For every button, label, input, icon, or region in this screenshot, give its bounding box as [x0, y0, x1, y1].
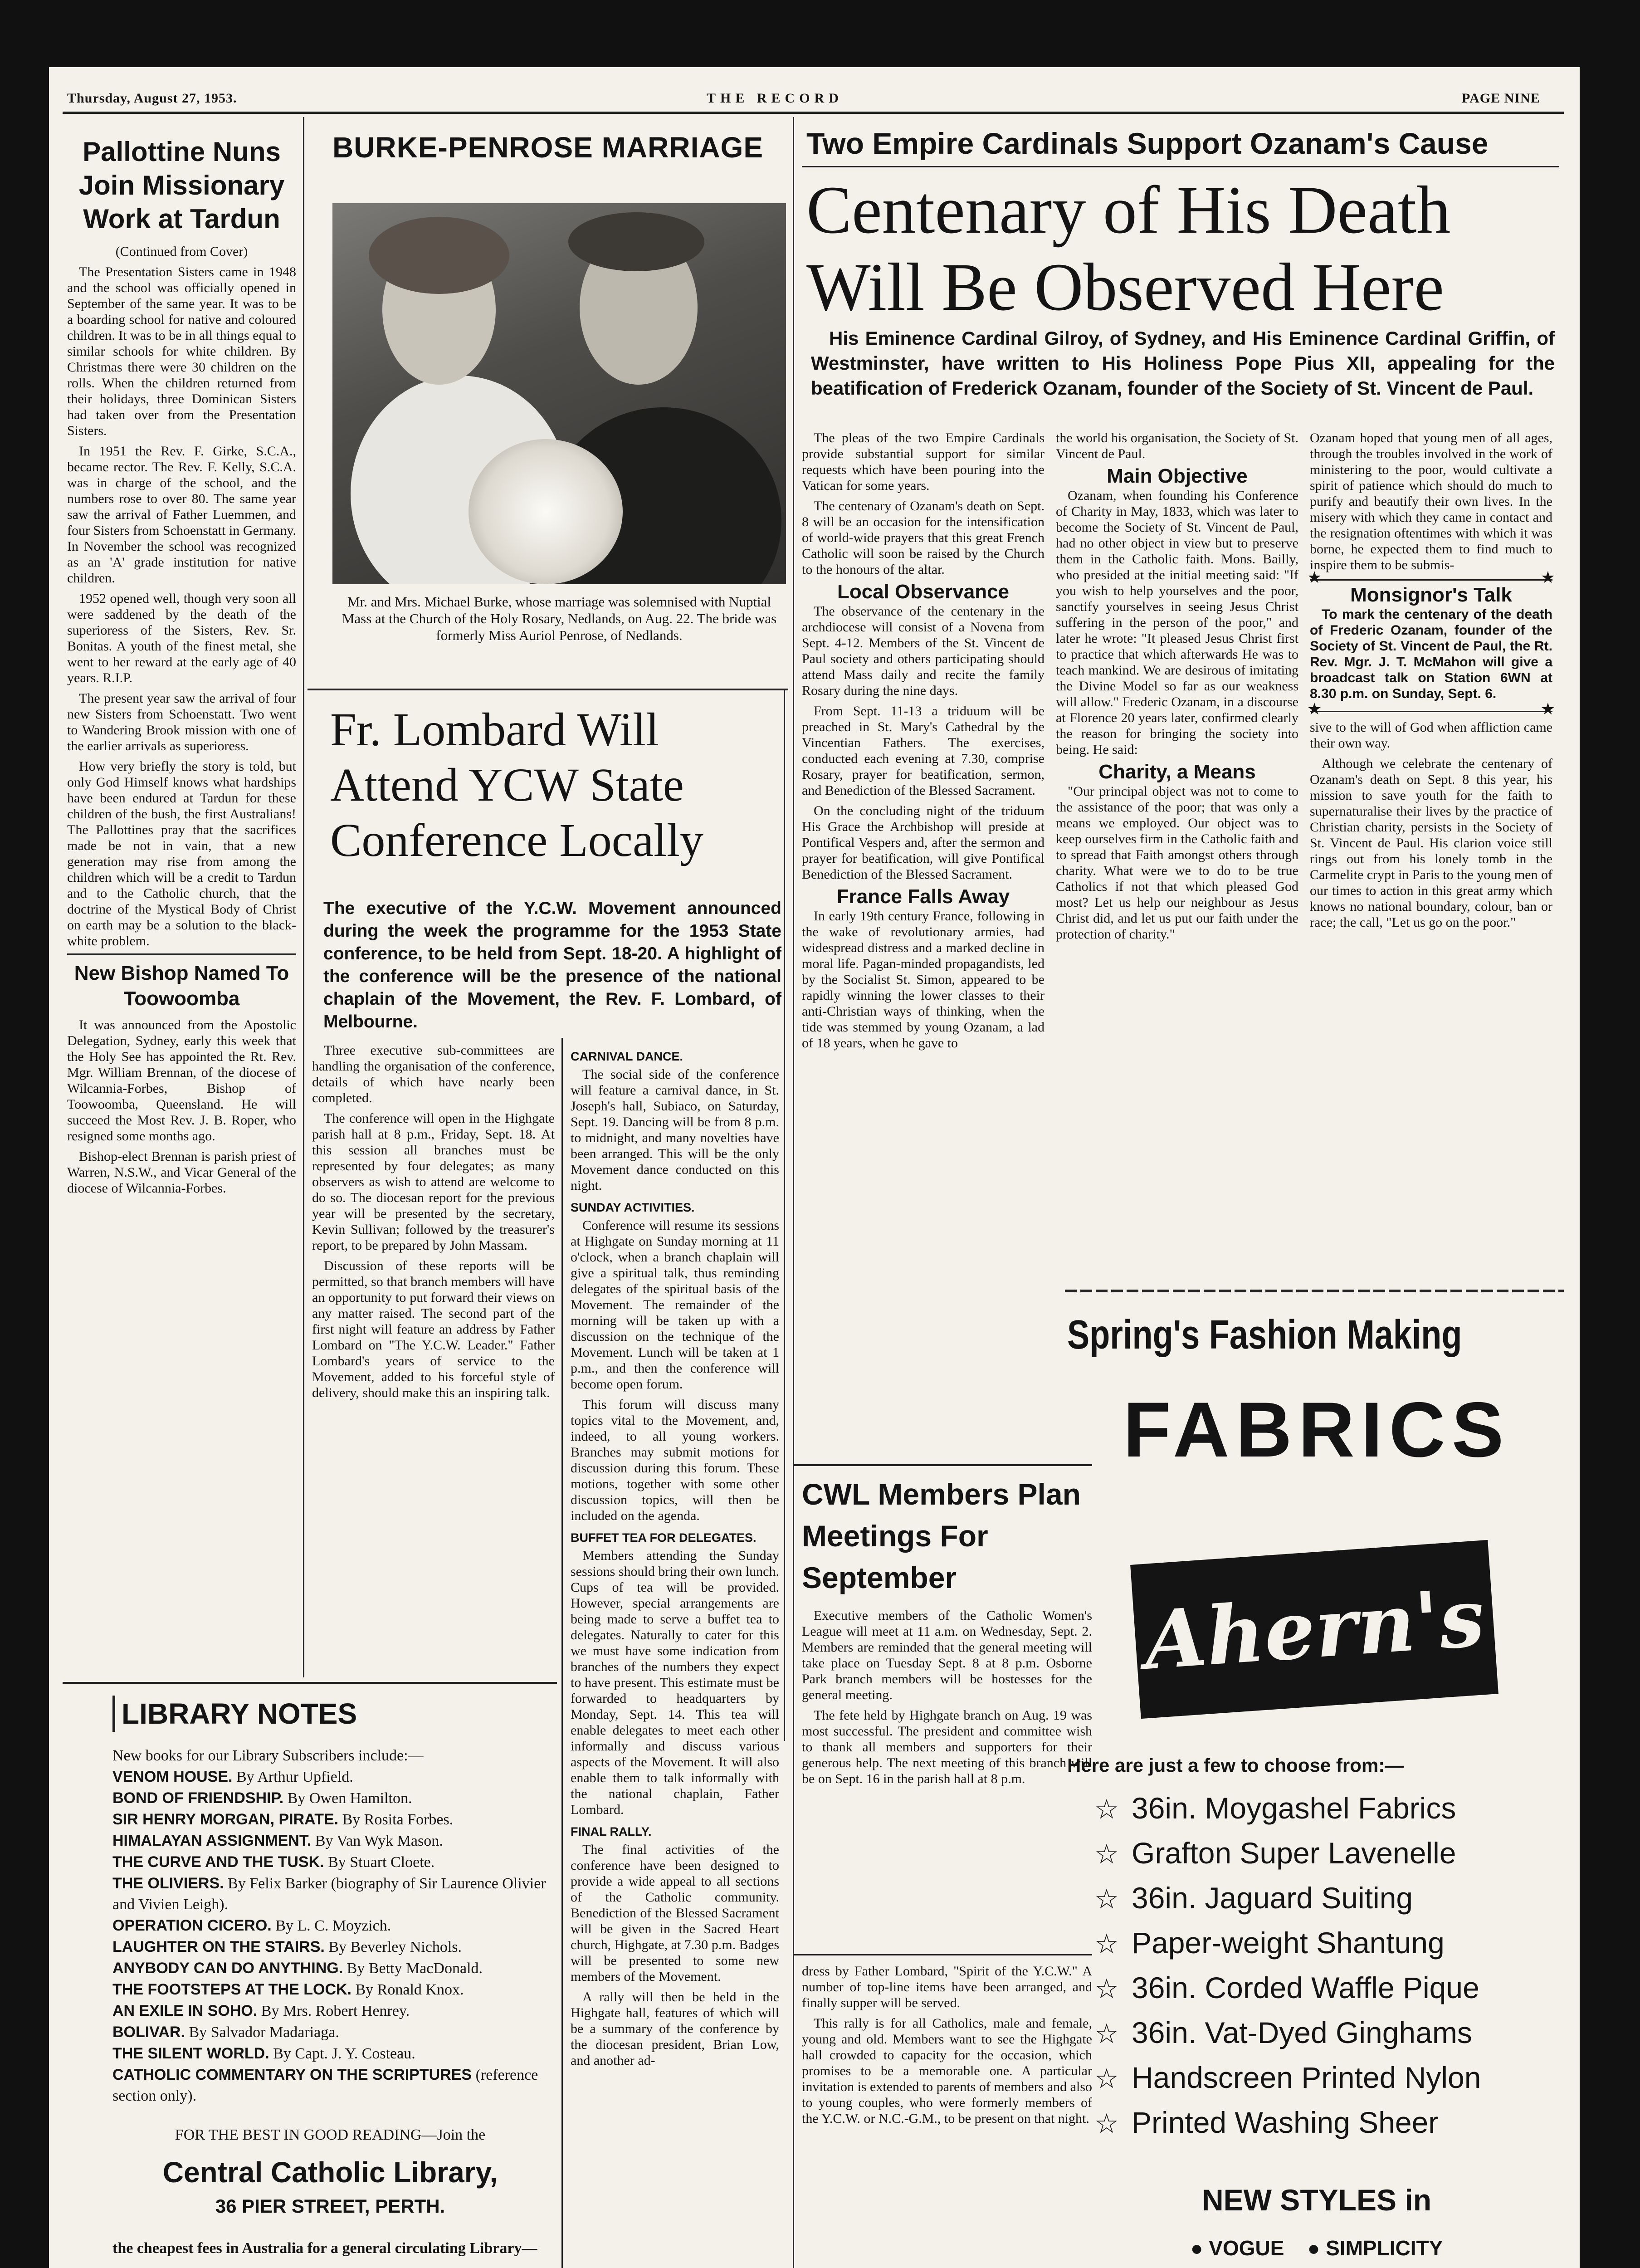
paragraph: the world his organisation, the Society of St. Vincent de Paul. — [1056, 430, 1298, 461]
paragraph: From Sept. 11-13 a triduum will be preached in St. Mary's Cathedral by the Vincentian Fathers. The exercises, conducted each evening at 7.30, comprise Rosary, prayer for beatification, sermon, and Benediction of the Blessed Sacrament. — [802, 704, 1045, 798]
star-outline-icon: ☆ — [1094, 2108, 1119, 2139]
paragraph: dress by Father Lombard, "Spirit of the Y.C.W." A number of top-line items have been arranged, and finally supper will be served. — [802, 1964, 1092, 2010]
paragraph: The present year saw the arrival of four new Sisters from Schoenstatt. Two went to Wandering Brook mission with one of the earlier arrivals as superioress. — [67, 691, 296, 753]
book-item: ANYBODY CAN DO ANYTHING. By Betty MacDonald. — [112, 1960, 483, 1977]
fabric-item: ☆ Paper-weight Shantung — [1094, 1921, 1566, 1966]
aherns-fabrics: FABRICS — [1123, 1386, 1510, 1473]
paragraph: How very briefly the story is told, but only God Himself knows what hardships have been endured at Tardun for these children of the bush, the first Australians! The Pallottines pray that the sacrifices made be not in vain, that a new generation may rise from among the children which will be a credit to Tardun and to the Catholic church, that the doctrine of the Mystical Body of Christ on earth may be a solution to the black-white problem. — [67, 759, 296, 948]
fabric-item: ☆ 36in. Vat-Dyed Ginghams — [1094, 2011, 1566, 2056]
book-item: SIR HENRY MORGAN, PIRATE. By Rosita Forbes. — [112, 1811, 454, 1828]
column-rule — [561, 1038, 563, 2268]
sunday-subhead: SUNDAY ACTIVITIES. — [571, 1201, 695, 1214]
book-item: BOND OF FRIENDSHIP. By Owen Hamilton. — [112, 1789, 412, 1807]
book-item: CATHOLIC COMMENTARY ON THE SCRIPTURES (reference section only). — [112, 2066, 538, 2104]
library-fees: the cheapest fees in Australia for a general circulating Library— — [112, 2240, 537, 2257]
paragraph: The fete held by Highgate branch on Aug. 19 was most successful. The president and committee wish to thank all members and supporters for their generous help. The next meeting of this branch will be on Sept. 16 in the parish hall at 8 p.m. — [802, 1708, 1092, 1786]
aherns-ad — [1067, 1301, 1566, 2268]
star-outline-icon: ☆ — [1094, 2063, 1119, 2094]
talk-subhead: Monsignor's Talk — [1350, 584, 1512, 606]
paragraph: Although we celebrate the centenary of Ozanam's death on Sept. 8 this year, his mission to save youth for the faith to supernaturalise their lives by the practice of Christian charity, persists in the Society of St. Vincent de Paul. His clarion voice still rings out from his lonely tomb in the Carmelite crypt in Paris to the young men of our times to action in this great army which knows no national boundary, colour, ban or race; the call, "Let us go on the poor." — [1310, 756, 1552, 930]
library-name: Central Catholic Library, — [162, 2156, 498, 2189]
pallottine-headline: Pallottine Nuns Join Missionary Work at Tardun — [78, 137, 285, 234]
paragraph: 1952 opened well, though very soon all were saddened by the death of the superioress of the Sisters, Rev. Sr. Bonitas. A youth of the finest metal, she went to her reward at the early age of 40 years. R.I.P. — [67, 591, 296, 685]
carnival-subhead: CARNIVAL DANCE. — [571, 1050, 683, 1063]
final-subhead: FINAL RALLY. — [571, 1825, 652, 1838]
library-notes — [112, 1696, 548, 2268]
paragraph: The final activities of the conference have been designed to provide a wide appeal to all sections of the Catholic community. Benediction of the Blessed Sacrament will be given in the Sacred Heart church, Highgate, at 7.30 p.m. Badges will be presented to some new members of the Movement. — [571, 1842, 779, 1984]
paragraph: Ozanam, when founding his Conference of Charity in May, 1833, which was later to become the Society of St. Vincent de Paul, had no other object in view but to preserve them in the Catholic faith. Mons. Bailly, who presided at the initial meeting said: "If you wish to help yourselves and the poor, sanctify yourselves in seeing Jesus Christ suffering in the person of the poor," and later he wrote: "It pleased Jesus Christ first to practice that which afterwards He was to teach mankind. We are desirous of imitating the Divine Model so far as our weakness will allow." Frederic Ozanam, in a discourse at Florence 20 years later, confirmed clearly the reason for bringing the society into being. He said: — [1056, 488, 1298, 757]
paragraph: Discussion of these reports will be permitted, so that branch members will have an opportunity to put forward their views on any matter raised. The second part of the first night will feature an address by Father Lombard on "The Y.C.W. Leader." Father Lombard's years of service to the Movement, added to his forceful style of delivery, should make this an inspiring talk. — [312, 1258, 555, 1400]
aherns-new-styles: NEW STYLES in — [1201, 2183, 1432, 2217]
lombard-col2 — [571, 1042, 779, 2073]
paragraph: It was announced from the Apostolic Delegation, Sydney, early this week that the Holy See has appointed the Rt. Rev. Mgr. William Brennan, of the diocese of Wilcannia-Forbes, Bishop of Toowoomba, Queensland. He will succeed the Most Rev. J. B. Roper, who resigned some months ago. — [67, 1017, 296, 1144]
book-item: HIMALAYAN ASSIGNMENT. By Van Wyk Mason. — [112, 1832, 443, 1849]
marriage-headline: BURKE-PENROSE MARRIAGE — [332, 131, 764, 164]
fabric-item: ☆ Grafton Super Lavenelle — [1094, 1831, 1566, 1876]
paragraph: To mark the centenary of the death of Frederic Ozanam, founder of the Society of St. Vincent de Paul, the Rt. Rev. Mgr. J. T. McMahon will give a broadcast talk on Station 6WN at 8.30 p.m. on Sunday, Sept. 6. — [1310, 607, 1552, 701]
paragraph: This rally is for all Catholics, male and female, young and old. Members want to see the Highgate hall crowded to capacity for the occasion, which promises to be a memorable one. A particular invitation is extended to parents of members and also to young couples, who were formerly members of the Y.C.W. or N.C.-G.M., to be present on that night. — [802, 2016, 1092, 2126]
lombard-col1 — [312, 1042, 555, 1405]
france-subhead: France Falls Away — [836, 885, 1010, 908]
divider — [63, 1682, 557, 1684]
pallottine-body — [67, 264, 296, 949]
library-address: 36 PIER STREET, PERTH. — [215, 2195, 445, 2217]
masthead-paper-name: THE RECORD — [707, 91, 843, 106]
book-item: VENOM HOUSE. By Arthur Upfield. — [112, 1768, 353, 1785]
cwl-headline: CWL Members Plan Meetings For September — [802, 1477, 1081, 1594]
pallottine-article — [67, 135, 296, 1201]
bouquet — [469, 439, 623, 584]
paragraph: Members attending the Sunday sessions should bring their own lunch. Cups of tea will be provided. However, special arrangements are being made to serve a buffet tea to delegates. Naturally to cater for this we must have some indication from branches of the numbers they expect to have present. This estimate must be forwarded to headquarters by Monday, Sept. 14. This tea will enable delegates to meet each other informally and discuss various aspects of the Movement. It will also enable them to talk informally with the national chaplain, Father Lombard. — [571, 1548, 779, 1817]
bride-hair — [369, 217, 509, 294]
ozanam-col2 — [1056, 430, 1298, 947]
paragraph: "Our principal object was not to come to the assistance of the poor; that was only a means we employed. Our object was to keep ourselves firm in the Catholic faith and to spread that Faith amongst others through charity. What were we to do to be true Catholics if not that which pleased God most? Let us help our neighbour as Jesus Christ did, and let us put our faith under the protection of charity." — [1056, 784, 1298, 942]
lombard-headline: Fr. Lombard Will Attend YCW State Conference Locally — [330, 704, 703, 866]
lombard-continued — [802, 1963, 1092, 2131]
bishop-body — [67, 1017, 296, 1196]
newspaper-page — [49, 67, 1580, 2268]
library-intro: New books for our Library Subscribers include:— — [112, 1747, 424, 1764]
star-icon: ★ — [1540, 700, 1555, 718]
groom-hair — [568, 212, 704, 271]
ozanam-col3 — [1307, 430, 1555, 935]
paragraph: On the concluding night of the triduum His Grace the Archbishop will preside at Pontifical Vespers and, after the sermon and prayer for beatification, will give Pontifical Benediction of the Blessed Sacrament. — [802, 803, 1045, 882]
paragraph: Conference will resume its sessions at Highgate on Sunday morning at 11 o'clock, when a branch chaplain will give a spiritual talk, thus reminding delegates of the spiritual basis of the Movement. The remainder of the morning will be taken up with a discussion on the technique of the Movement. Lunch will be taken at 1 p.m., and then the conference will become open forum. — [571, 1218, 779, 1392]
book-item: BOLIVAR. By Salvador Madariaga. — [112, 2024, 339, 2041]
paragraph: Ozanam hoped that young men of all ages, through the troubles involved in the work of ministering to the poor, would cultivate a spirit of patience which should do much to purify and beautify their own lives. In the misery with which they came in contact and the resignation oftentimes with which it was borne, he expected them to find much to inspire them to be submis- — [1310, 430, 1552, 572]
book-item: THE OLIVIERS. By Felix Barker (biography of Sir Laurence Olivier and Vivien Leigh). — [112, 1875, 546, 1913]
paragraph: sive to the will of God when affliction came their own way. — [1310, 720, 1552, 751]
ozanam-lead: His Eminence Cardinal Gilroy, of Sydney, and His Eminence Cardinal Griffin, of Westminster, have written to His Holiness Pope Pius XII, appealing for the beatification of Frederick Ozanam, founder of the Society of St. Vincent de Paul. — [811, 327, 1555, 399]
paragraph: The centenary of Ozanam's death on Sept. 8 will be an occasion for the intensification of world-wide prayers that this great French Catholic will soon be raised by the Church to the honours of the altar. — [802, 499, 1045, 577]
paragraph: The Presentation Sisters came in 1948 and the school was officially opened in September of the same year. It was to be a boarding school for native and coloured children. It was to be in all things equal to similar schools for white children. By Christmas there were 30 children on the rolls. When the children returned from their holidays, three Dominican Sisters had taken over from the Presentation Sisters. — [67, 264, 296, 438]
book-item: THE SILENT WORLD. By Capt. J. Y. Costeau. — [112, 2045, 415, 2062]
paragraph: The pleas of the two Empire Cardinals provide substantial support for similar requests which have been pouring into the Vatican for some years. — [802, 430, 1045, 493]
bishop-headline: New Bishop Named To Toowoomba — [74, 962, 289, 1010]
fabric-item: ☆ 36in. Moygashel Fabrics — [1094, 1786, 1566, 1831]
paragraph: A rally will then be held in the Highgate hall, features of which will be a summary of the conference by the diocesan president, Brian Low, and another ad- — [571, 1989, 779, 2068]
brand-vogue: VOGUE — [1209, 2236, 1284, 2260]
library-title: LIBRARY NOTES — [112, 1696, 548, 1732]
ad-border — [1065, 1290, 1564, 1292]
paragraph: In early 19th century France, following in the wake of revolutionary armies, had widespread distress and a marked decline in moral life. Pagan-minded propagandists, led by the Socialist St. Simon, appeared to be rapidly winning the lower classes to their anti-Christian ways of thinking, when the tide was stemmed by young Ozanam, a lad of 18 years, when he gave to — [802, 909, 1045, 1051]
star-icon: ★ — [1307, 568, 1322, 587]
paragraph: This forum will discuss many topics vital to the Movement, and, indeed, to all young workers. Branches may submit motions for discussion during this forum. These motions, together with some other discussion topics, will then be included on the agenda. — [571, 1397, 779, 1523]
cwl-article — [802, 1473, 1092, 1791]
paragraph: Three executive sub-committees are handling the organisation of the conference, details of which have nearly been completed. — [312, 1043, 555, 1105]
star-outline-icon: ☆ — [1094, 1884, 1119, 1914]
divider — [793, 1464, 1092, 1466]
aherns-title: Spring's Fashion Making — [1067, 1312, 1462, 1358]
star-outline-icon: ☆ — [1094, 1839, 1119, 1869]
star-outline-icon: ☆ — [1094, 1974, 1119, 2004]
book-item: THE CURVE AND THE TUSK. By Stuart Cloete. — [112, 1853, 435, 1871]
brand-simplicity: SIMPLICITY — [1326, 2236, 1443, 2260]
paragraph: Executive members of the Catholic Women's League will meet at 11 a.m. on Wednesday, Sept. 2. Members are reminded that the general meeting will take place on Tuesday Sept. 8 at 8 p.m. Osborne Park branch members will be hostesses for the general meeting. — [802, 1608, 1092, 1702]
paragraph: The conference will open in the Highgate parish hall at 8 p.m., Friday, Sept. 18. At this session all branches must be represented by four delegates; as many observers as wish to attend are welcome to do so. The diocesan report for the previous year will be presented by the secretary, Kevin Sullivan; followed by the treasurer's report, to be prepared by John Massam. — [312, 1111, 555, 1253]
masthead-page: PAGE NINE — [1462, 91, 1540, 106]
buffet-subhead: BUFFET TEA FOR DELEGATES. — [571, 1531, 757, 1545]
pattern-brands — [1067, 2229, 1566, 2267]
book-item: LAUGHTER ON THE STAIRS. By Beverley Nichols. — [112, 1938, 462, 1955]
column-rule — [303, 117, 304, 1677]
divider — [308, 689, 788, 690]
fabric-item: ☆ 36in. Jaguard Suiting — [1094, 1876, 1566, 1921]
book-item: OPERATION CICERO. By L. C. Moyzich. — [112, 1917, 391, 1934]
ozanam-col1 — [802, 430, 1045, 1056]
star-outline-icon: ☆ — [1094, 2019, 1119, 2049]
fabric-item: ☆ Printed Washing Sheer — [1094, 2101, 1566, 2146]
aherns-intro: Here are just a few to choose from:— — [1067, 1755, 1404, 1776]
star-rule — [1307, 700, 1555, 718]
ozanam-headline: Centenary of His Death Will Be Observed Here — [806, 172, 1451, 325]
paragraph: In 1951 the Rev. F. Girke, S.C.A., became rector. The Rev. F. Kelly, S.C.A. was in charge of the school, and the numbers rose to over 80. The same year saw the arrival of Father Luemmen, and four Sisters from Schoenstatt in Germany. In November the school was recognized as an 'A' grade institution for native children. — [67, 444, 296, 586]
paragraph: The social side of the conference will feature a carnival dance, in St. Joseph's hall, Subiaco, on Saturday, Sept. 19. Dancing will be from 8 p.m. to midnight, and many novelties have been arranged. This will be the only Movement dance conducted on this night. — [571, 1067, 779, 1193]
wedding-photo — [332, 203, 786, 584]
divider — [802, 166, 1559, 167]
paragraph: The observance of the centenary in the archdiocese will consist of a Novena from Sept. 4-12. Members of the St. Vincent de Paul society and others participating should attend Mass daily and recite the family Rosary during the nine days. — [802, 604, 1045, 698]
star-outline-icon: ☆ — [1094, 1929, 1119, 1959]
bullet-icon: ● — [1190, 2236, 1203, 2260]
cwl-body — [802, 1608, 1092, 1787]
star-icon: ★ — [1540, 568, 1555, 587]
lombard-lead: The executive of the Y.C.W. Movement announced during the week the programme for the 1953 State conference, to be held from Sept. 18-20. A highlight of the conference will be the presence of the national chaplain of the Movement, the Rev. F. Lombard, of Melbourne. — [323, 899, 781, 1031]
aherns-logo: Ahern's — [1130, 1540, 1498, 1719]
masthead-rule — [63, 112, 1564, 114]
star-outline-icon: ☆ — [1094, 1794, 1119, 1824]
ozanam-kicker: Two Empire Cardinals Support Ozanam's Cause — [806, 127, 1489, 160]
local-subhead: Local Observance — [837, 581, 1010, 603]
library-best: FOR THE BEST IN GOOD READING—Join the — [175, 2126, 486, 2143]
column-rule — [793, 117, 794, 2268]
book-item: AN EXILE IN SOHO. By Mrs. Robert Henrey. — [112, 2002, 410, 2019]
main-objective-subhead: Main Objective — [1107, 465, 1248, 487]
masthead-date: Thursday, August 27, 1953. — [67, 91, 237, 106]
fabric-item: ☆ Handscreen Printed Nylon — [1094, 2056, 1566, 2101]
divider — [67, 953, 296, 955]
divider — [793, 1954, 1092, 1955]
charity-subhead: Charity, a Means — [1098, 761, 1256, 783]
bullet-icon: ● — [1307, 2236, 1320, 2260]
star-icon: ★ — [1307, 700, 1322, 718]
marriage-caption: Mr. and Mrs. Michael Burke, whose marriage was solemnised with Nuptial Mass at the Church of the Holy Rosary, Nedlands, on Aug. 22. The bride was formerly Miss Auriol Penrose, of Nedlands. — [342, 594, 777, 643]
fabric-item: ☆ 36in. Corded Waffle Pique — [1094, 1966, 1566, 2011]
star-rule — [1307, 568, 1555, 587]
fabric-list — [1094, 1786, 1566, 2146]
paragraph: Bishop-elect Brennan is parish priest of Warren, N.S.W., and Vicar General of the diocese of Wilcannia-Forbes. — [67, 1149, 296, 1196]
book-item: THE FOOTSTEPS AT THE LOCK. By Ronald Knox. — [112, 1981, 464, 1998]
continued-note: (Continued from Cover) — [115, 244, 248, 259]
